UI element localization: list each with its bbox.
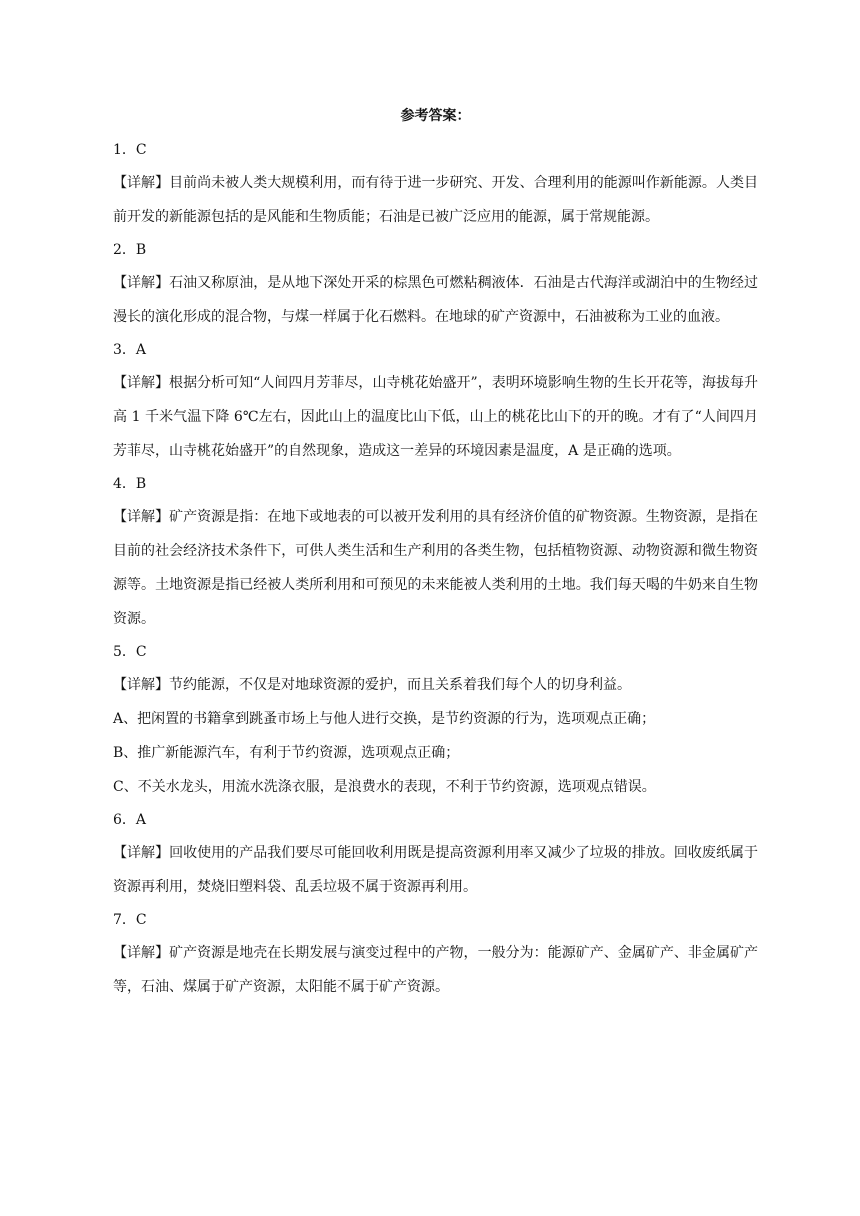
explanation-text: 【详解】回收使用的产品我们要尽可能回收利用既是提高资源利用率又减少了垃圾的排放。回收废纸属于资源再利用，焚烧旧塑料袋、乱丢垃圾不属于资源再利用。 [113,845,758,895]
option-a-analysis: A、把闲置的书籍拿到跳蚤市场上与他人进行交换，是节约资源的行为，选项观点正确； [113,711,656,727]
answer-number: 3．A [113,342,147,358]
page-title: 参考答案： [400,108,471,124]
explanation-text: 【详解】石油又称原油，是从地下深处开采的棕黑色可燃粘稠液体．石油是古代海洋或湖泊中的生物经过漫长的演化形成的混合物，与煤一样属于化石燃料。在地球的矿产资源中，石油被称为工业的血液。 [113,275,758,325]
answer-item-2 [113,234,758,334]
answer-number: 4．B [113,476,147,492]
explanation-text: 【详解】矿产资源是指：在地下或地表的可以被开发利用的具有经济价值的矿物资源。生物资源，是指在目前的社会经济技术条件下，可供人类生活和生产利用的各类生物，包括植物资源、动物资源和微生物资源等。土地资源是指已经被人类所利用和可预见的未来能被人类利用的土地。我们每天喝的牛奶来自生物资源。 [113,509,758,627]
explanation-text: 【详解】目前尚未被人类大规模利用，而有待于进一步研究、开发、合理利用的能源叫作新能源。人类目前开发的新能源包括的是风能和生物质能；石油是已被广泛应用的能源，属于常规能源。 [113,175,758,225]
explanation-text: 【详解】节约能源，不仅是对地球资源的爱护，而且关系着我们每个人的切身利益。 [113,677,631,693]
answer-item-5 [113,636,758,804]
answer-item-3 [113,334,758,468]
answer-number: 1．C [113,142,147,158]
answer-item-4 [113,468,758,636]
option-c-analysis: C、不关水龙头，用流水洗涤衣服，是浪费水的表现，不利于节约资源，选项观点错误。 [113,779,656,795]
answer-item-1 [113,134,758,234]
answer-number: 6．A [113,812,147,828]
answer-page [113,104,758,1004]
explanation-text: 【详解】根据分析可知“人间四月芳菲尽，山寺桃花始盛开”，表明环境影响生物的生长开花等，海拔每升高 1 千米气温下降 6℃左右，因此山上的温度比山下低，山上的桃花比山下的开的晚。才有了“人间四月芳菲尽，山寺桃花始盛开”的自然现象，造成这一差异的环境因素是温度，A 是正确的选项。 [113,375,758,459]
answer-number: 5．C [113,644,147,660]
answer-number: 2．B [113,242,147,258]
answer-number: 7．C [113,912,147,928]
option-b-analysis: B、推广新能源汽车，有利于节约资源，选项观点正确； [113,745,460,761]
answer-item-7 [113,904,758,1004]
answer-item-6 [113,804,758,904]
explanation-text: 【详解】矿产资源是地壳在长期发展与演变过程中的产物，一般分为：能源矿产、金属矿产、非金属矿产等，石油、煤属于矿产资源，太阳能不属于矿产资源。 [113,945,758,995]
